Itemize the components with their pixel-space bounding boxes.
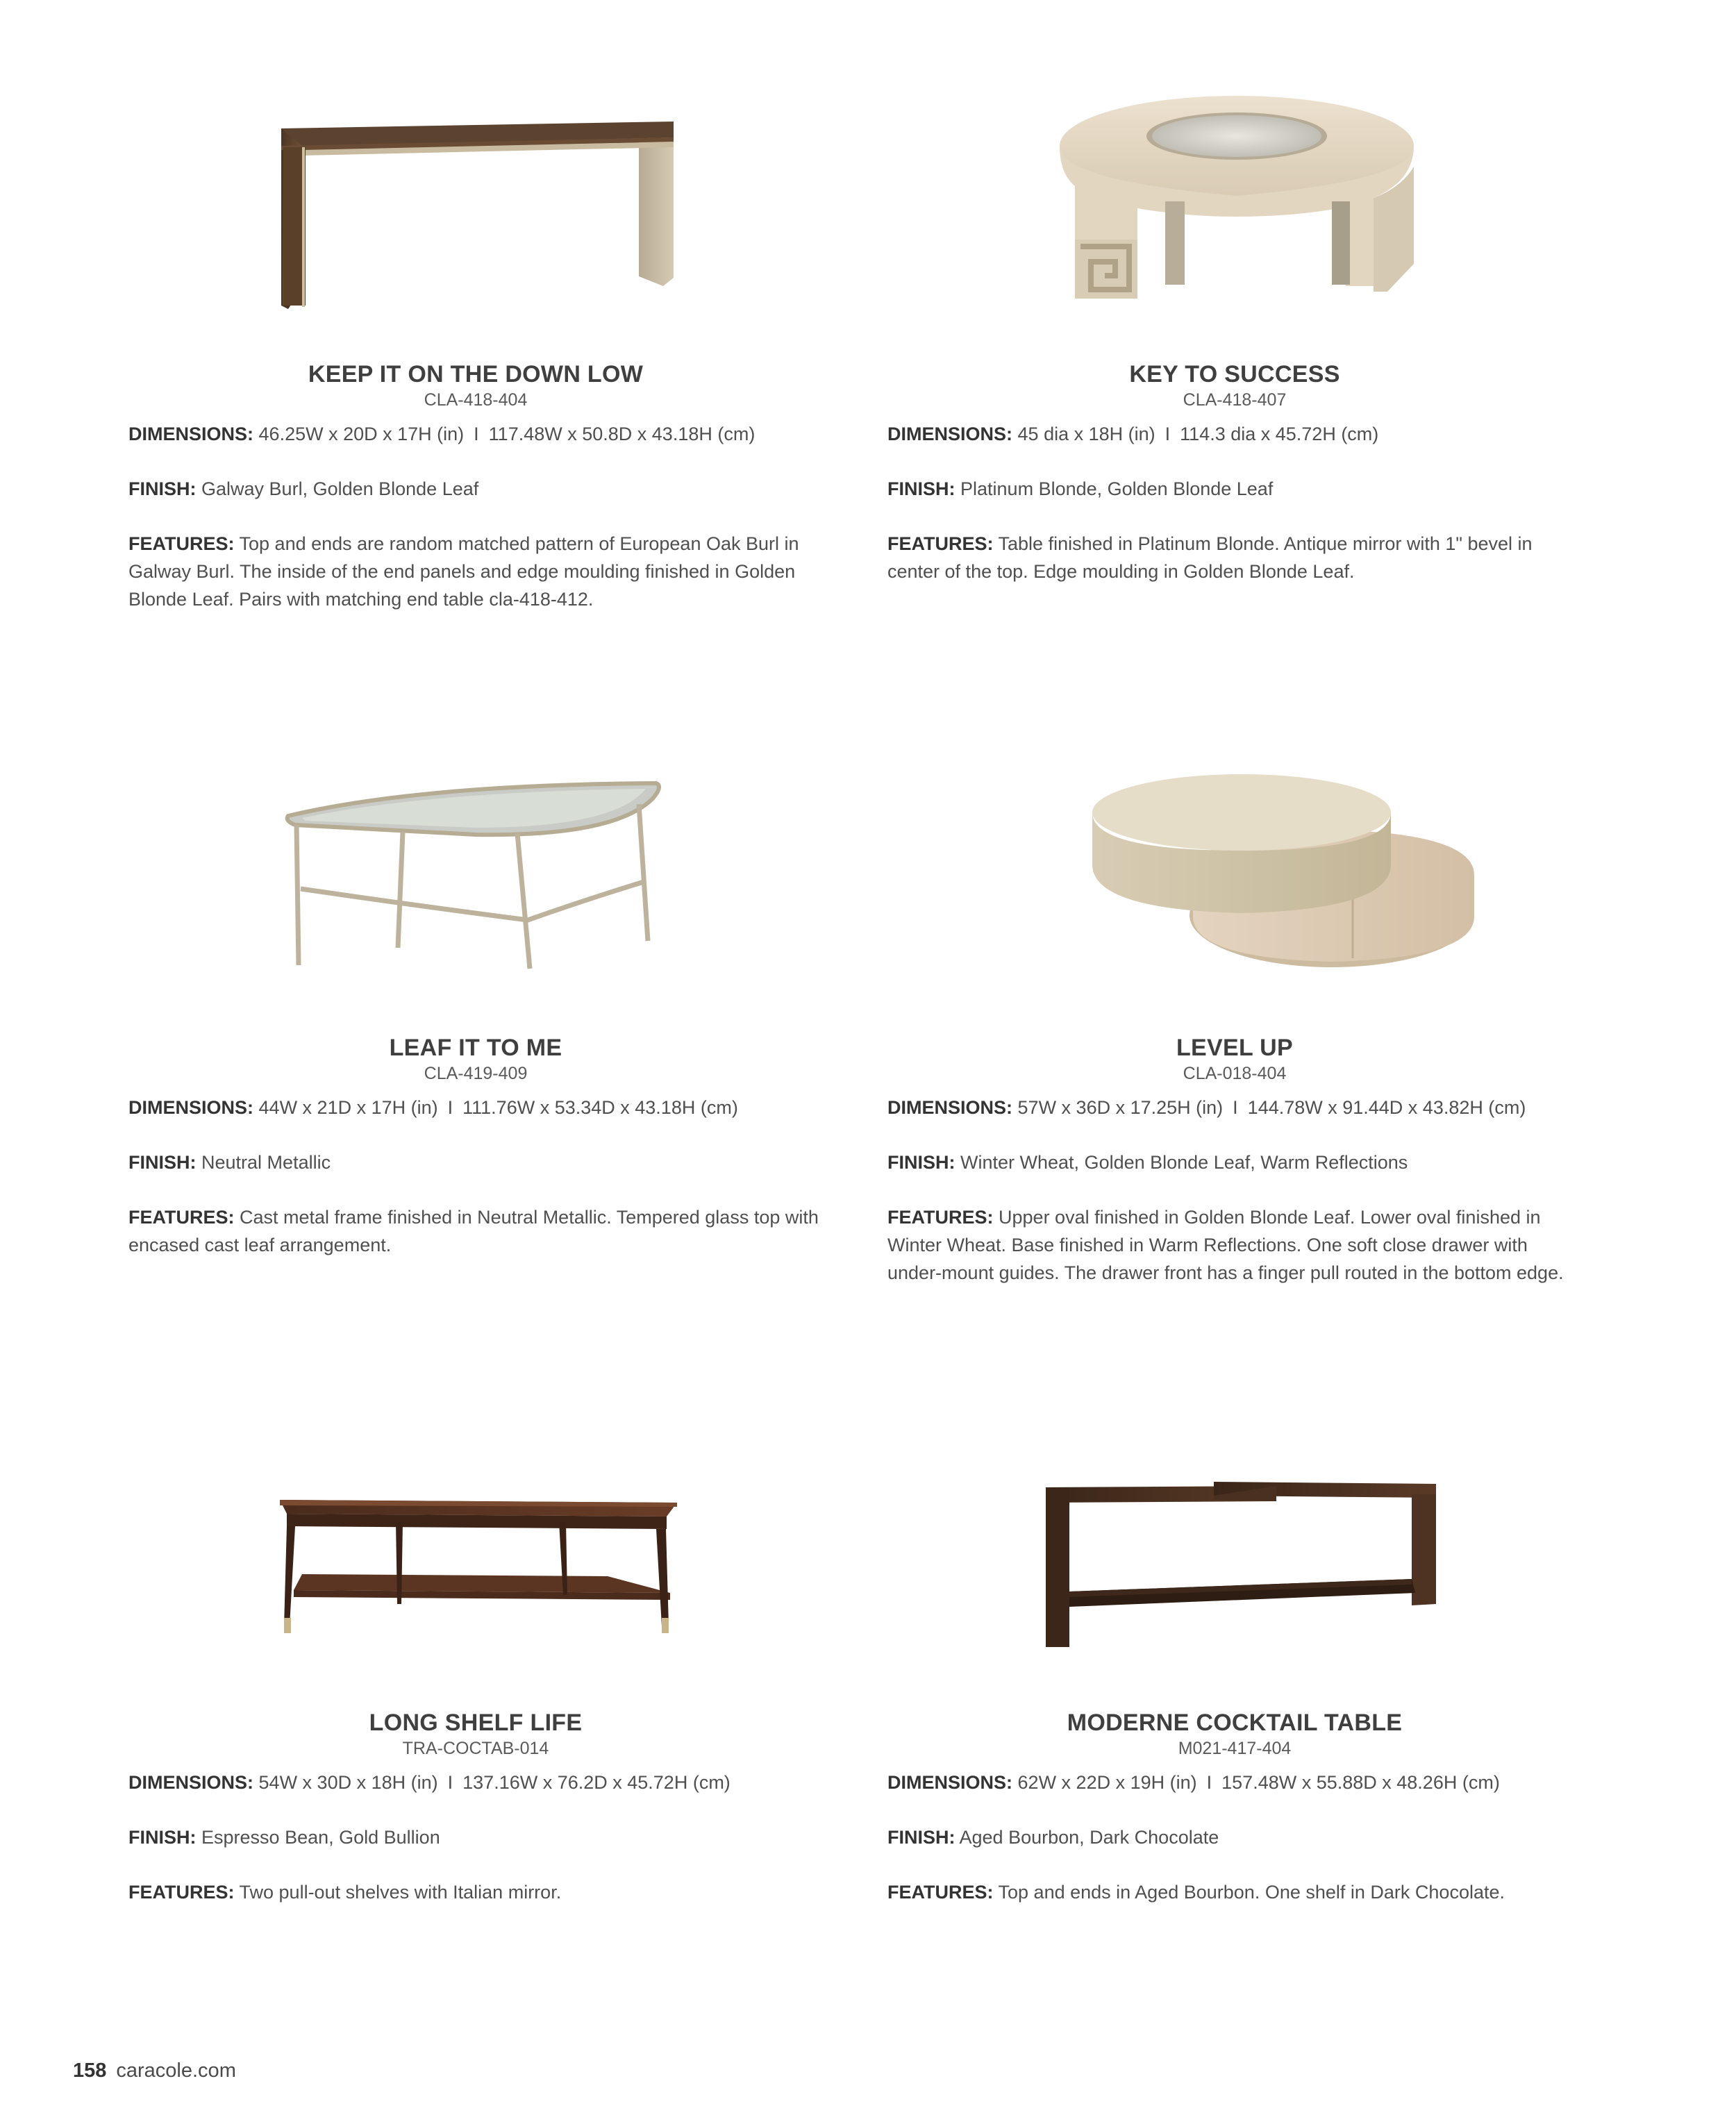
separator: I xyxy=(1206,1772,1212,1793)
features-label: FEATURES: xyxy=(128,1207,235,1228)
dimensions-label: DIMENSIONS: xyxy=(887,1097,1013,1118)
features-line xyxy=(887,1203,1582,1287)
moderne-table-illustration xyxy=(887,1418,1582,1689)
finish-value: Neutral Metallic xyxy=(201,1152,331,1173)
finish-value: Galway Burl, Golden Blonde Leaf xyxy=(201,478,479,499)
dimensions-in: 54W x 30D x 18H (in) xyxy=(258,1772,438,1793)
dimensions-cm: 137.16W x 76.2D x 45.72H (cm) xyxy=(462,1772,731,1793)
finish-line xyxy=(887,1148,1582,1176)
dimensions-line xyxy=(887,1094,1582,1121)
product-image-6 xyxy=(887,1418,1582,1689)
leaf-table-illustration xyxy=(128,743,823,1014)
finish-label: FINISH: xyxy=(887,1152,955,1173)
finish-label: FINISH: xyxy=(887,1827,955,1848)
features-line xyxy=(128,1878,823,1906)
burl-table-illustration xyxy=(128,69,823,340)
product-image-3 xyxy=(128,743,823,1014)
dimensions-label: DIMENSIONS: xyxy=(887,1772,1013,1793)
finish-label: FINISH: xyxy=(128,1827,197,1848)
page-footer xyxy=(73,2060,236,2082)
separator: I xyxy=(447,1097,453,1118)
features-value: Upper oval finished in Golden Blonde Leaf. Lower oval finished in Winter Wheat. Base finished in Warm Reflections. One soft close drawer with under-mount guides. The drawer front has a finger pull routed in the bottom edge. xyxy=(887,1207,1564,1283)
product-sku: TRA-COCTAB-014 xyxy=(402,1739,549,1758)
dimensions-cm: 157.48W x 55.88D x 48.26H (cm) xyxy=(1221,1772,1500,1793)
features-label: FEATURES: xyxy=(128,533,235,554)
product-name: LEVEL UP xyxy=(1176,1035,1294,1061)
finish-label: FINISH: xyxy=(128,478,197,499)
oval-table-illustration xyxy=(887,743,1582,1014)
finish-label: FINISH: xyxy=(887,478,955,499)
separator: I xyxy=(474,424,479,444)
dimensions-in: 57W x 36D x 17.25H (in) xyxy=(1017,1097,1224,1118)
features-line xyxy=(128,530,823,613)
finish-line xyxy=(128,475,823,503)
finish-value: Platinum Blonde, Golden Blonde Leaf xyxy=(960,478,1274,499)
dimensions-label: DIMENSIONS: xyxy=(128,424,254,444)
finish-line xyxy=(128,1823,823,1851)
dimensions-cm: 111.76W x 53.34D x 43.18H (cm) xyxy=(462,1097,738,1118)
features-label: FEATURES: xyxy=(887,533,994,554)
dimensions-label: DIMENSIONS: xyxy=(128,1772,254,1793)
finish-line xyxy=(887,1823,1582,1851)
dimensions-in: 62W x 22D x 19H (in) xyxy=(1017,1772,1197,1793)
finish-label: FINISH: xyxy=(128,1152,197,1173)
dimensions-in: 44W x 21D x 17H (in) xyxy=(258,1097,438,1118)
dimensions-line xyxy=(128,1769,823,1796)
product-sku: CLA-418-404 xyxy=(424,390,528,410)
features-line xyxy=(128,1203,823,1259)
shelf-table-illustration xyxy=(128,1418,823,1689)
dimensions-in: 45 dia x 18H (in) xyxy=(1017,424,1155,444)
features-line xyxy=(887,530,1582,585)
product-name: MODERNE COCKTAIL TABLE xyxy=(1067,1710,1403,1736)
product-image-4 xyxy=(887,743,1582,1014)
features-value: Top and ends are random matched pattern of European Oak Burl in Galway Burl. The inside of the end panels and edge moulding finished in Golden Blonde Leaf. Pairs with matching end table cla-418-412. xyxy=(128,533,799,610)
round-table-illustration xyxy=(887,69,1582,340)
separator: I xyxy=(447,1772,453,1793)
dimensions-in: 46.25W x 20D x 17H (in) xyxy=(258,424,465,444)
dimensions-cm: 117.48W x 50.8D x 43.18H (cm) xyxy=(488,424,756,444)
product-image-5 xyxy=(128,1418,823,1689)
product-image-2 xyxy=(887,69,1582,340)
features-label: FEATURES: xyxy=(887,1207,994,1228)
dimensions-label: DIMENSIONS: xyxy=(128,1097,254,1118)
product-name: LEAF IT TO ME xyxy=(389,1035,562,1061)
dimensions-line xyxy=(128,1094,823,1121)
dimensions-line xyxy=(887,420,1582,448)
product-sku: CLA-018-404 xyxy=(1183,1064,1287,1083)
features-label: FEATURES: xyxy=(887,1882,994,1903)
product-name: LONG SHELF LIFE xyxy=(369,1710,583,1736)
features-line xyxy=(887,1878,1582,1906)
features-value: Top and ends in Aged Bourbon. One shelf in Dark Chocolate. xyxy=(998,1882,1505,1903)
product-name: KEEP IT ON THE DOWN LOW xyxy=(308,361,644,387)
product-sku: M021-417-404 xyxy=(1178,1739,1292,1758)
finish-line xyxy=(887,475,1582,503)
finish-value: Winter Wheat, Golden Blonde Leaf, Warm Reflections xyxy=(960,1152,1408,1173)
finish-value: Espresso Bean, Gold Bullion xyxy=(201,1827,440,1848)
dimensions-cm: 144.78W x 91.44D x 43.82H (cm) xyxy=(1247,1097,1526,1118)
dimensions-line xyxy=(128,420,823,448)
product-image-1 xyxy=(128,69,823,340)
features-label: FEATURES: xyxy=(128,1882,235,1903)
features-value: Two pull-out shelves with Italian mirror. xyxy=(239,1882,562,1903)
product-sku: CLA-418-407 xyxy=(1183,390,1287,410)
features-value: Table finished in Platinum Blonde. Antique mirror with 1" bevel in center of the top. Edge moulding in Golden Blonde Leaf. xyxy=(887,533,1533,582)
dimensions-line xyxy=(887,1769,1582,1796)
separator: I xyxy=(1233,1097,1238,1118)
product-sku: CLA-419-409 xyxy=(424,1064,528,1083)
separator: I xyxy=(1165,424,1171,444)
finish-line xyxy=(128,1148,823,1176)
product-name: KEY TO SUCCESS xyxy=(1129,361,1340,387)
features-value: Cast metal frame finished in Neutral Metallic. Tempered glass top with encased cast leaf arrangement. xyxy=(128,1207,819,1255)
footer-site-link[interactable]: caracole.com xyxy=(116,2060,236,2082)
dimensions-label: DIMENSIONS: xyxy=(887,424,1013,444)
dimensions-cm: 114.3 dia x 45.72H (cm) xyxy=(1180,424,1379,444)
finish-value: Aged Bourbon, Dark Chocolate xyxy=(959,1827,1219,1848)
page-number: 158 xyxy=(73,2060,107,2082)
